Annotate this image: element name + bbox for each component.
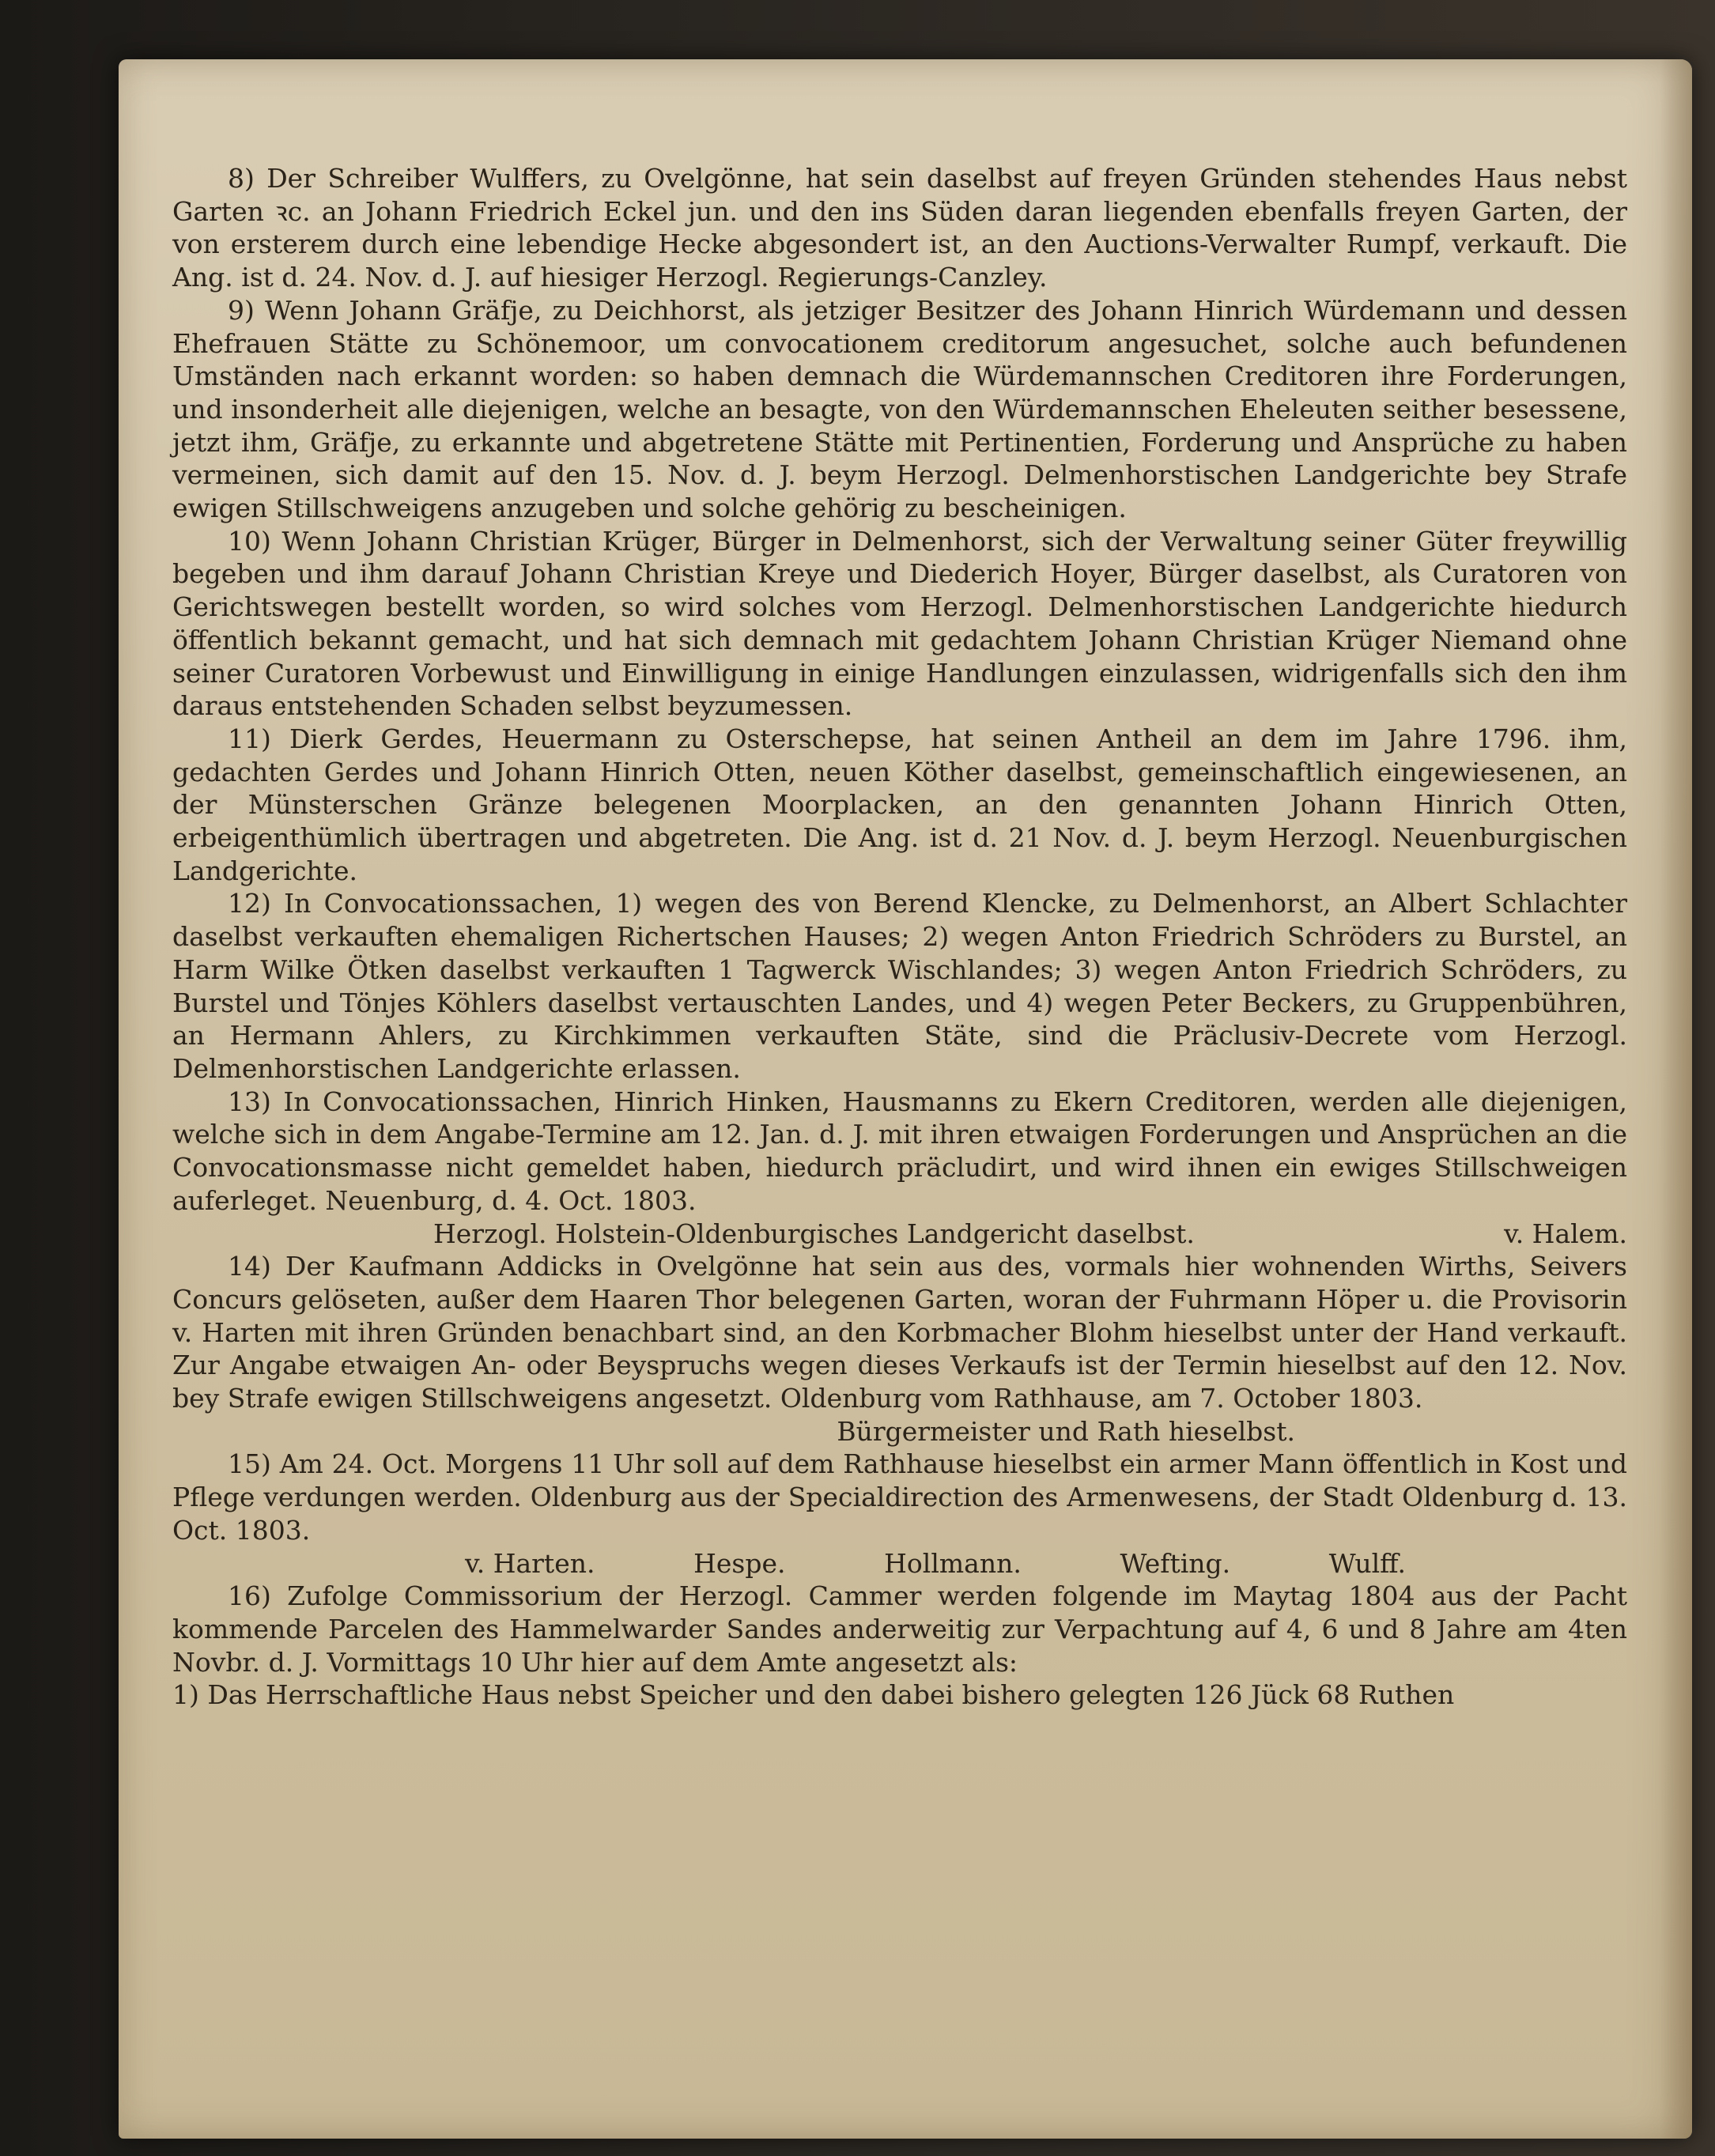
signature-council: Bürgermeister und Rath hieselbst. (837, 1415, 1295, 1447)
notice-16-item-1: 1) Das Herrschaftliche Haus nebst Speicher und den dabei bishero gelegten 126 Jück 68 Ruthen (172, 1679, 1455, 1711)
signature-name: Hespe. (693, 1547, 786, 1579)
notice-13-signature (172, 1218, 1627, 1251)
notice-8: 8) Der Schreiber Wulffers, zu Ovelgönne, hat sein daselbst auf freyen Gründen stehendes Haus nebst Garten ꝛc. an Johann Friedrich Eckel jun. und den ins Süden daran liegenden ebenfalls freyen Garten, der von ersterem durch eine lebendige Hecke abgesondert ist, an den Auctions-Verwalter Rumpf, verkauft. Die Ang. ist d. 24. Nov. d. J. auf hiesiger Herzogl. Regierungs-Canzley. (172, 163, 1627, 293)
notice-12: 12) In Convocationssachen, 1) wegen des von Berend Klencke, zu Delmenhorst, an Albert Schlachter daselbst verkauften ehemaligen Richertschen Hauses; 2) wegen Anton Friedrich Schröders zu Burstel, an Harm Wilke Ötken daselbst verkauften 1 Tagwerck Wischlandes; 3) wegen Anton Friedrich Schröders, zu Burstel und Tönjes Köhlers daselbst vertauschten Landes, und 4) wegen Peter Beckers, zu Gruppenbühren, an Hermann Ahlers, zu Kirchkimmen verkauften Stäte, sind die Präclusiv-Decrete vom Herzogl. Delmenhorstischen Landgerichte erlassen. (172, 888, 1627, 1084)
notice-15-signatures (172, 1547, 1627, 1580)
notice-14: 14) Der Kaufmann Addicks in Ovelgönne hat sein aus des, vormals hier wohnenden Wirths, Seivers Concurs gelöseten, außer dem Haaren Thor belegenen Garten, woran der Fuhrmann Höper u. die Provisorin v. Harten mit ihren Gründen benachbart sind, an den Korbmacher Blohm hieselbst unter der Hand verkauft. Zur Angabe etwaigen An- oder Beyspruchs wegen dieses Verkaufs ist der Termin hieselbst auf den 12. Nov. bey Strafe ewigen Stillschweigens angesetzt. Oldenburg vom Rathhause, am 7. October 1803. (172, 1251, 1627, 1414)
signature-name: Wulff. (1328, 1547, 1406, 1579)
page-shadow-edge (1660, 59, 1692, 2139)
signature-judge: v. Halem. (1503, 1218, 1627, 1249)
notice-9: 9) Wenn Johann Gräfje, zu Deichhorst, als jetziger Besitzer des Johann Hinrich Würdemann und dessen Ehefrauen Stätte zu Schönemoor, um convocationem creditorum angesuchet, solche auch befundenen Umständen nach erkannt worden: so haben demnach die Würdemannschen Creditoren ihre Forderungen, und insonderheit alle diejenigen, welche an besagte, von den Würdemannschen Eheleuten seither besessene, jetzt ihm, Gräfje, zu erkannte und abgetretene Stätte mit Pertinentien, Forderung und Ansprüche zu haben vermeinen, sich damit auf den 15. Nov. d. J. beym Herzogl. Delmenhorstischen Landgerichte bey Strafe ewigen Stillschweigens anzugeben und solche gehörig zu bescheinigen. (172, 294, 1627, 524)
notices-text (172, 162, 1627, 1712)
notice-15: 15) Am 24. Oct. Morgens 11 Uhr soll auf dem Rathhause hieselbst ein armer Mann öffentlich in Kost und Pflege verdungen werden. Oldenburg aus der Specialdirection des Armenwesens, der Stadt Oldenburg d. 13. Oct. 1803. (172, 1448, 1627, 1546)
signature-name: Hollmann. (884, 1547, 1022, 1579)
notice-10: 10) Wenn Johann Christian Krüger, Bürger in Delmenhorst, sich der Verwaltung seiner Güter freywillig begeben und ihm darauf Johann Christian Kreye und Diederich Hoyer, Bürger daselbst, als Curatoren von Gerichtswegen bestellt worden, so wird solches vom Herzogl. Delmenhorstischen Landgerichte hiedurch öffentlich bekannt gemacht, und hat sich demnach mit gedachtem Johann Christian Krüger Niemand ohne seiner Curatoren Vorbewust und Einwilligung in einige Handlungen einzulassen, widrigenfalls sich den ihm daraus entstehenden Schaden selbst beyzumessen. (172, 525, 1627, 722)
notice-11: 11) Dierk Gerdes, Heuermann zu Osterschepse, hat seinen Antheil an dem im Jahre 1796. ihm, gedachten Gerdes und Johann Hinrich Otten, neuen Köther daselbst, gemeinschaftlich eingewiesenen, an der Münsterschen Gränze belegenen Moorplacken, an den genannten Johann Hinrich Otten, erbeigenthümlich übertragen und abgetreten. Die Ang. ist d. 21 Nov. d. J. beym Herzogl. Neuenburgischen Landgerichte. (172, 723, 1627, 886)
signature-court: Herzogl. Holstein-Oldenburgisches Landgericht daselbst. (433, 1218, 1195, 1249)
signature-name: v. Harten. (465, 1547, 595, 1579)
signature-name: Wefting. (1120, 1547, 1231, 1579)
notice-13: 13) In Convocationssachen, Hinrich Hinken, Hausmanns zu Ekern Creditoren, werden alle diejenigen, welche sich in dem Angabe-Termine am 12. Jan. d. J. mit ihren etwaigen Forderungen und Ansprüchen an die Convocationsmasse nicht gemeldet haben, hiedurch präcludirt, und wird ihnen ein ewiges Stillschweigen auferleget. Neuenburg, d. 4. Oct. 1803. (172, 1086, 1627, 1216)
notice-16: 16) Zufolge Commissorium der Herzogl. Cammer werden folgende im Maytag 1804 aus der Pacht kommende Parcelen des Hammelwarder Sandes anderweitig zur Verpachtung auf 4, 6 und 8 Jahre am 4ten Novbr. d. J. Vormittags 10 Uhr hier auf dem Amte angesetzt als: (172, 1580, 1627, 1678)
notice-14-signature (172, 1415, 1627, 1448)
